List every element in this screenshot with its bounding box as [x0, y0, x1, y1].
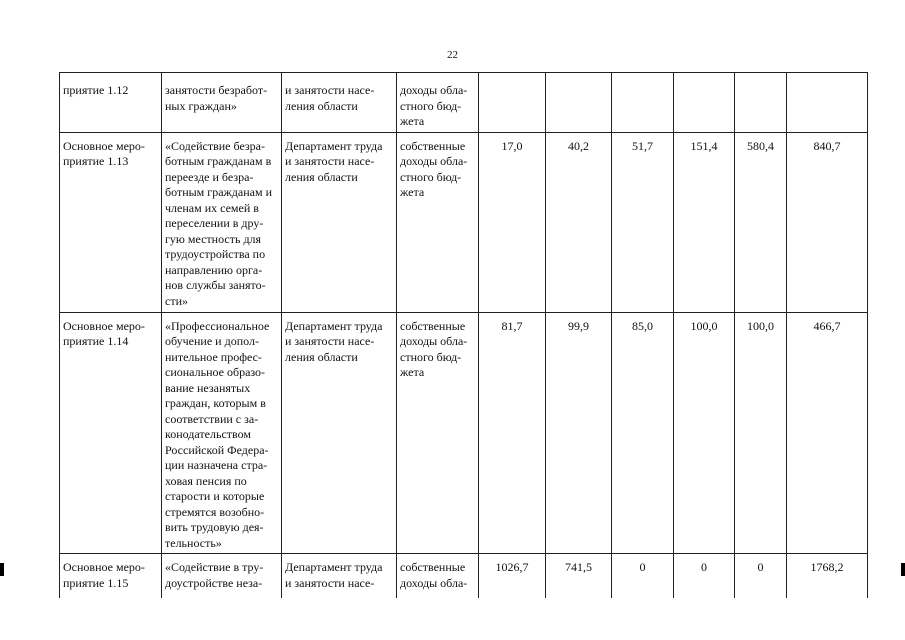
page-number: 22 [447, 49, 458, 61]
funding-source-cell: доходы обла- стного бюд- жета [397, 73, 479, 133]
value-cell [546, 73, 612, 133]
activity-title-cell: «Содействие безра- ботным гражданам в переезде и безра- ботным гражданам и членам их семей в переселении в дру- гую местность для трудоустройства по направлению орга- нов службы занято- сти» [162, 132, 282, 312]
value-cell [479, 73, 546, 133]
value-total-cell: 840,7 [787, 132, 868, 312]
table-row [60, 312, 868, 554]
value-cell: 85,0 [612, 312, 674, 554]
value-cell: 51,7 [612, 132, 674, 312]
executor-cell: Департамент труда и занятости насе- [282, 554, 397, 598]
value-cell: 1026,7 [479, 554, 546, 598]
value-cell: 100,0 [674, 312, 735, 554]
value-cell: 741,5 [546, 554, 612, 598]
value-cell: 99,9 [546, 312, 612, 554]
value-cell: 580,4 [735, 132, 787, 312]
executor-cell: Департамент труда и занятости насе- ления области [282, 312, 397, 554]
program-activities-table [59, 72, 868, 598]
table-row [60, 554, 868, 598]
funding-source-cell: собственные доходы обла- стного бюд- жета [397, 312, 479, 554]
value-cell: 100,0 [735, 312, 787, 554]
value-cell: 151,4 [674, 132, 735, 312]
value-cell [674, 73, 735, 133]
value-total-cell: 466,7 [787, 312, 868, 554]
activity-title-cell: занятости безработ- ных граждан» [162, 73, 282, 133]
activity-cell: приятие 1.12 [60, 73, 162, 133]
scan-margin-mark [901, 563, 905, 576]
value-cell: 81,7 [479, 312, 546, 554]
value-total-cell: 1768,2 [787, 554, 868, 598]
activity-title-cell: «Содействие в тру- доустройстве неза- [162, 554, 282, 598]
value-cell [735, 73, 787, 133]
value-cell: 17,0 [479, 132, 546, 312]
table-row [60, 73, 868, 133]
funding-source-cell: собственные доходы обла- [397, 554, 479, 598]
executor-cell: Департамент труда и занятости насе- ления области [282, 132, 397, 312]
value-cell: 0 [674, 554, 735, 598]
activity-cell: Основное меро- приятие 1.14 [60, 312, 162, 554]
value-cell [612, 73, 674, 133]
table-row [60, 132, 868, 312]
executor-cell: и занятости насе- ления области [282, 73, 397, 133]
activity-title-cell: «Профессиональное обучение и допол- нительное профес- сиональное образо- вание незанятых граждан, которым в соответствии с за- конодательством Российской Федера- ции назначена стра- ховая пенсия по старости и которые стремятся возобно- вить трудовую дея- тельность» [162, 312, 282, 554]
funding-source-cell: собственные доходы обла- стного бюд- жета [397, 132, 479, 312]
value-total-cell [787, 73, 868, 133]
activity-cell: Основное меро- приятие 1.15 [60, 554, 162, 598]
value-cell: 0 [735, 554, 787, 598]
value-cell: 0 [612, 554, 674, 598]
value-cell: 40,2 [546, 132, 612, 312]
activity-cell: Основное меро- приятие 1.13 [60, 132, 162, 312]
scan-margin-mark [0, 563, 4, 576]
